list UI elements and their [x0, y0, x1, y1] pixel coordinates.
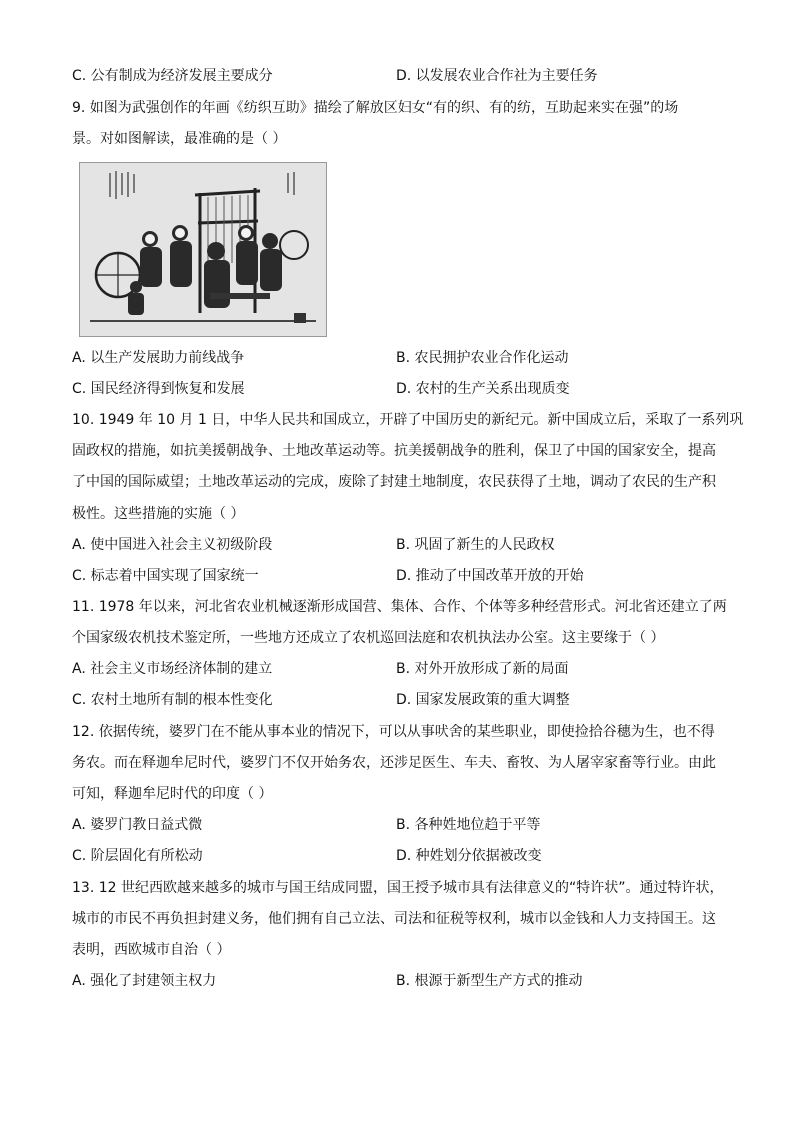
q9-option-b: B. 农民拥护农业合作化运动: [396, 350, 569, 366]
q12-stem-line1: 12. 依据传统，婆罗门在不能从事本业的情况下，可以从事吠舍的某些职业，即使捡拾谷穗为生，也不得: [72, 724, 715, 740]
q12-option-c: C. 阶层固化有所松动: [72, 848, 203, 864]
q9-option-d: D. 农村的生产关系出现质变: [396, 381, 570, 397]
q9-new-year-painting-figure: [79, 162, 327, 337]
q13-option-b: B. 根源于新型生产方式的推动: [396, 973, 583, 989]
q9-option-c: C. 国民经济得到恢复和发展: [72, 381, 245, 397]
q11-option-a: A. 社会主义市场经济体制的建立: [72, 661, 273, 677]
q10-stem-line1: 10. 1949 年 10 月 1 日，中华人民共和国成立，开辟了中国历史的新纪元。新中国成立后，采取了一系列巩: [72, 412, 744, 428]
q13-stem-line3: 表明，西欧城市自治（ ）: [72, 942, 231, 958]
q9-option-a: A. 以生产发展助力前线战争: [72, 350, 245, 366]
q10-stem-line2: 固政权的措施，如抗美援朝战争、土地改革运动等。抗美援朝战争的胜利，保卫了中国的国家安全，提高: [72, 443, 716, 459]
q10-option-a: A. 使中国进入社会主义初级阶段: [72, 537, 273, 553]
q12-option-b: B. 各种姓地位趋于平等: [396, 817, 541, 833]
q13-option-a: A. 强化了封建领主权力: [72, 973, 217, 989]
q12-option-d: D. 种姓划分依据被改变: [396, 848, 542, 864]
q11-option-c: C. 农村土地所有制的根本性变化: [72, 692, 273, 708]
q9-stem-line1: 9. 如图为武强创作的年画《纺织互助》描绘了解放区妇女“有的织、有的纺，互助起来实在强”的场: [72, 100, 679, 116]
q8-option-c: C. 公有制成为经济发展主要成分: [72, 68, 273, 84]
q10-stem-line4: 极性。这些措施的实施（ ）: [72, 506, 245, 522]
q8-option-d: D. 以发展农业合作社为主要任务: [396, 68, 598, 84]
weaving-mutual-aid-illustration: [80, 163, 326, 336]
q13-stem-line1: 13. 12 世纪西欧越来越多的城市与国王结成同盟，国王授予城市具有法律意义的“特许状”。通过特许状，: [72, 880, 724, 896]
q13-stem-line2: 城市的市民不再负担封建义务，他们拥有自己立法、司法和征税等权利，城市以金钱和人力支持国王。这: [72, 911, 716, 927]
q12-stem-line2: 务农。而在释迦牟尼时代，婆罗门不仅开始务农，还涉足医生、车夫、畜牧、为人屠宰家畜等行业。由此: [72, 755, 716, 771]
q9-stem-line2: 景。对如图解读，最准确的是（ ）: [72, 131, 287, 147]
q10-option-d: D. 推动了中国改革开放的开始: [396, 568, 584, 584]
q11-option-d: D. 国家发展政策的重大调整: [396, 692, 570, 708]
q11-stem-line1: 11. 1978 年以来，河北省农业机械逐渐形成国营、集体、合作、个体等多种经营形式。河北省还建立了两: [72, 599, 727, 615]
q10-option-b: B. 巩固了新生的人民政权: [396, 537, 555, 553]
q12-option-a: A. 婆罗门教日益式微: [72, 817, 203, 833]
q11-stem-line2: 个国家级农机技术鉴定所，一些地方还成立了农机巡回法庭和农机执法办公室。这主要缘于（ ）: [72, 630, 665, 646]
q12-stem-line3: 可知，释迦牟尼时代的印度（ ）: [72, 786, 273, 802]
q10-option-c: C. 标志着中国实现了国家统一: [72, 568, 259, 584]
q11-option-b: B. 对外开放形成了新的局面: [396, 661, 569, 677]
q10-stem-line3: 了中国的国际威望；土地改革运动的完成，废除了封建土地制度，农民获得了土地，调动了农民的生产积: [72, 474, 716, 490]
